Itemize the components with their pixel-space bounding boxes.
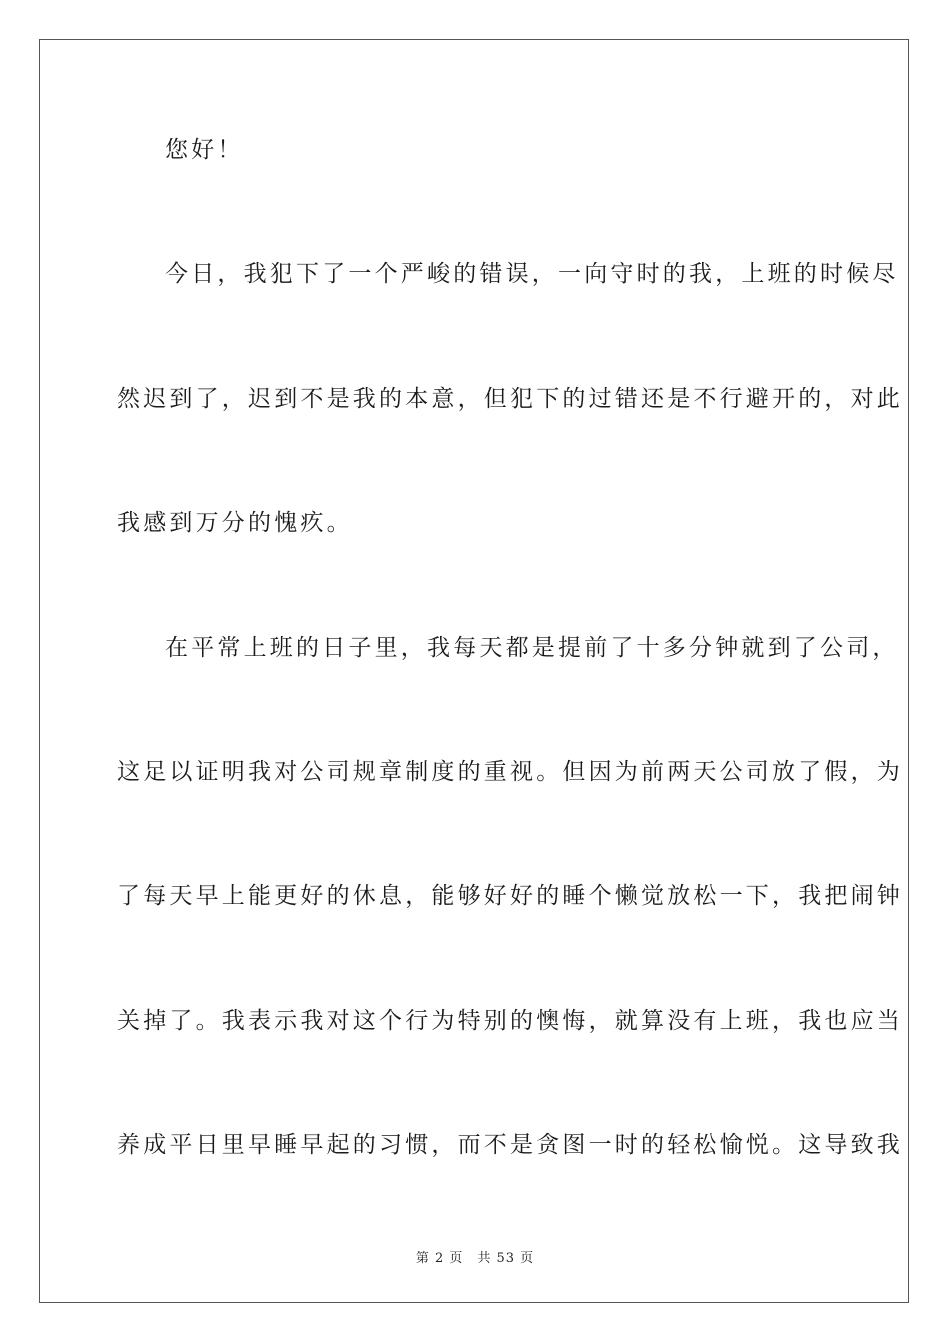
paragraph-1-line-3: 我感到万分的愧疚。 [117, 510, 353, 536]
page-number: 第 2 页 [415, 1251, 464, 1266]
total-pages: 共 53 页 [477, 1251, 535, 1266]
paragraph-2-line-4: 关掉了。我表示我对这个行为特别的懊悔，就算没有上班，我也应当 [117, 1008, 903, 1034]
paragraph-2-line-1: 在平常上班的日子里，我每天都是提前了十多分钟就到了公司， [165, 635, 899, 661]
page-footer [0, 1247, 950, 1266]
paragraph-1-line-2: 然迟到了，迟到不是我的本意，但犯下的过错还是不行避开的，对此 [117, 386, 903, 412]
page-border [39, 39, 909, 1303]
paragraph-2-line-3: 了每天早上能更好的休息，能够好好的睡个懒觉放松一下，我把闹钟 [117, 883, 903, 909]
paragraph-1-line-1: 今日，我犯下了一个严峻的错误，一向守时的我，上班的时候尽 [165, 261, 899, 287]
paragraph-2-line-2: 这足以证明我对公司规章制度的重视。但因为前两天公司放了假，为 [117, 759, 903, 785]
greeting-line: 您好！ [165, 137, 244, 163]
paragraph-2-line-5: 养成平日里早睡早起的习惯，而不是贪图一时的轻松愉悦。这导致我 [117, 1132, 903, 1158]
